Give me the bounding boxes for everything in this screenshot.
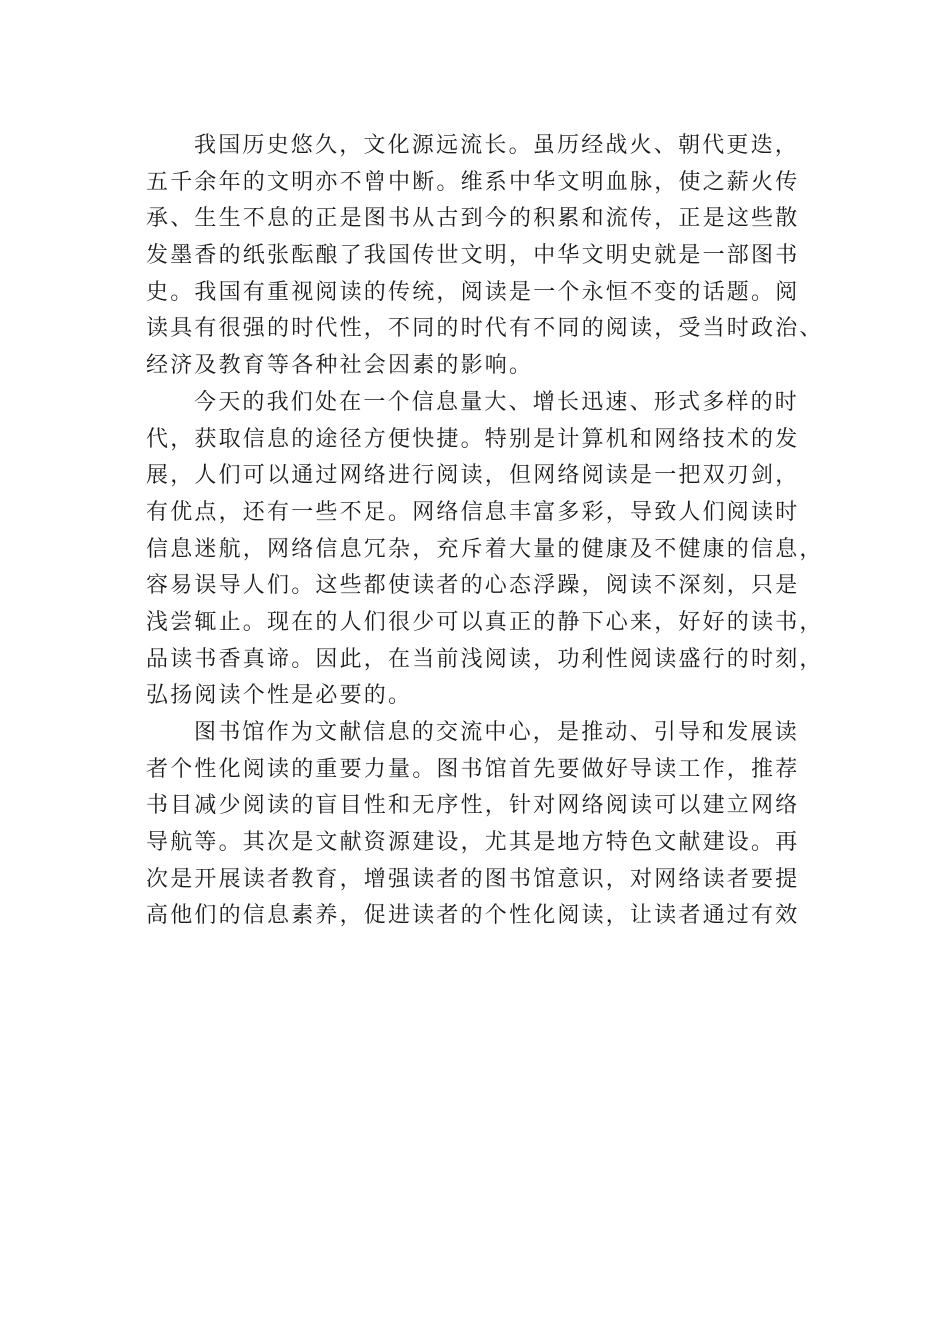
paragraph-1-line-2: 五千余年的文明亦不曾中断。维系中华文明血脉，使之薪火传 xyxy=(146,169,800,195)
body-text xyxy=(146,128,836,935)
paragraph-3-line-2: 者个性化阅读的重要力量。图书馆首先要做好导读工作，推荐 xyxy=(146,756,800,782)
paragraph-1-line-5: 史。我国有重视阅读的传统，阅读是一个永恒不变的话题。阅 xyxy=(146,279,800,305)
paragraph-3-line-4: 导航等。其次是文献资源建设，尤其是地方特色文献建设。再 xyxy=(146,830,800,856)
paragraph-2-line-7: 浅尝辄止。现在的人们很少可以真正的静下心来，好好的读书， xyxy=(146,609,824,635)
paragraph-3-line-6: 高他们的信息素养，促进读者的个性化阅读，让读者通过有效 xyxy=(146,903,800,929)
paragraph-1-line-6: 读具有很强的时代性，不同的时代有不同的阅读，受当时政治、 xyxy=(146,316,824,342)
paragraph-2-line-2: 代，获取信息的途径方便快捷。特别是计算机和网络技术的发 xyxy=(146,426,800,452)
paragraph-2-line-5: 信息迷航，网络信息冗杂，充斥着大量的健康及不健康的信息， xyxy=(146,536,824,562)
paragraph-3-line-3: 书目减少阅读的盲目性和无序性，针对网络阅读可以建立网络 xyxy=(146,793,800,819)
paragraph-1-line-3: 承、生生不息的正是图书从古到今的积累和流传，正是这些散 xyxy=(146,206,800,232)
paragraph-2-line-6: 容易误导人们。这些都使读者的心态浮躁，阅读不深刻，只是 xyxy=(146,573,800,599)
paragraph-2-line-9: 弘扬阅读个性是必要的。 xyxy=(146,683,413,709)
paragraph-2-line-1: 今天的我们处在一个信息量大、增长迅速、形式多样的时 xyxy=(194,389,800,415)
paragraph-2-line-8: 品读书香真谛。因此，在当前浅阅读，功利性阅读盛行的时刻， xyxy=(146,646,824,672)
paragraph-1-line-1: 我国历史悠久，文化源远流长。虽历经战火、朝代更迭， xyxy=(194,133,800,158)
paragraph-2-line-3: 展，人们可以通过网络进行阅读，但网络阅读是一把双刃剑， xyxy=(146,463,800,489)
paragraph-3-line-1: 图书馆作为文献信息的交流中心，是推动、引导和发展读 xyxy=(194,720,800,745)
paragraph-2-line-4: 有优点，还有一些不足。网络信息丰富多彩，导致人们阅读时 xyxy=(146,499,800,525)
paragraph-1-line-4: 发墨香的纸张酝酿了我国传世文明，中华文明史就是一部图书 xyxy=(146,243,800,269)
paragraph-3-line-5: 次是开展读者教育，增强读者的图书馆意识，对网络读者要提 xyxy=(146,866,800,892)
paragraph-1-line-7: 经济及教育等各种社会因素的影响。 xyxy=(146,353,534,379)
